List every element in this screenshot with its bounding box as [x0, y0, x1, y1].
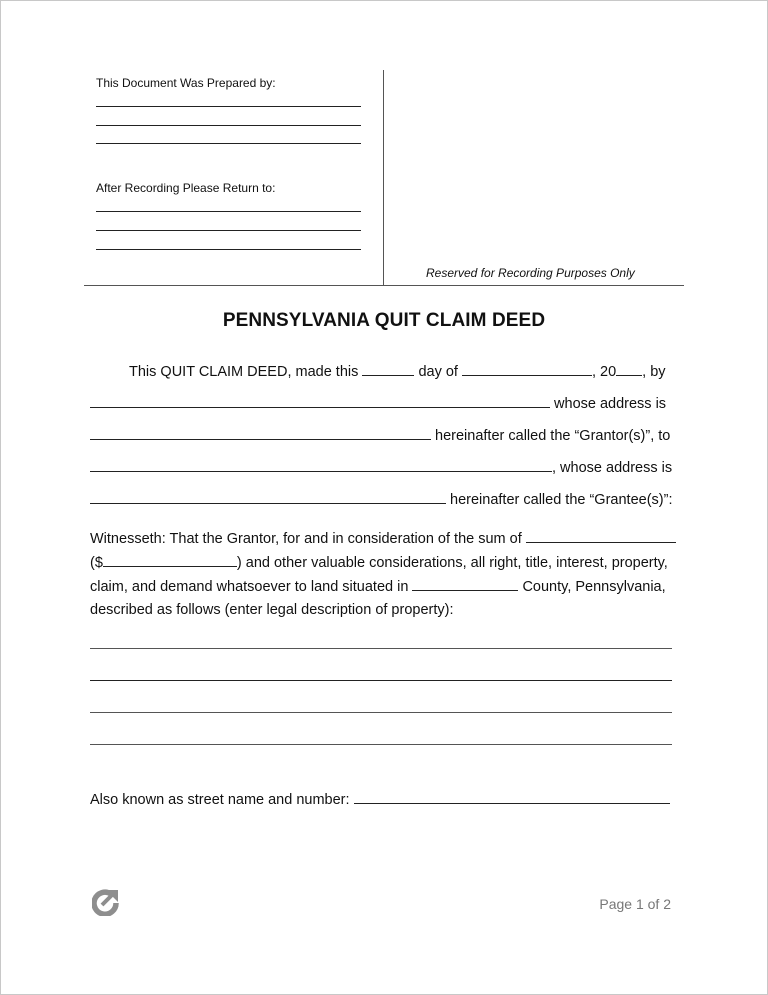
prepared-by-label: This Document Was Prepared by:: [96, 76, 276, 90]
witness-text-3b: County, Pennsylvania,: [522, 579, 666, 595]
recording-divider-horizontal: [84, 285, 684, 286]
day-blank[interactable]: [362, 362, 414, 376]
intro-text-1: This QUIT CLAIM DEED, made this: [129, 364, 359, 380]
intro-text-3: , 20: [591, 364, 617, 380]
grantor-address-label: whose address is: [554, 396, 667, 412]
witness-text-4: described as follows (enter legal description of property):: [90, 602, 454, 618]
witness-line-3: [90, 577, 672, 596]
year-blank[interactable]: [616, 362, 642, 376]
witness-text-1: Witnesseth: That the Grantor, for and in consideration of the sum of: [90, 531, 522, 547]
grantor-address-blank[interactable]: [90, 426, 431, 440]
witness-line-1: [90, 529, 672, 548]
intro-text-2: day of: [418, 364, 458, 380]
page-indicator: Page 1 of 2: [599, 896, 671, 912]
witness-line-2: [90, 553, 672, 572]
grantee-name-blank[interactable]: [90, 458, 552, 472]
county-blank[interactable]: [412, 577, 518, 591]
witness-line-4: [90, 601, 672, 619]
street-line: [90, 790, 672, 809]
document-title: PENNSYLVANIA QUIT CLAIM DEED: [222, 310, 546, 331]
grantor-called-label: hereinafter called the “Grantor(s)”, to: [435, 428, 671, 444]
grantor-name-line: [90, 394, 672, 413]
grantee-address-line: [90, 490, 672, 509]
legal-description-line-4[interactable]: [90, 744, 672, 745]
prepared-by-line-1[interactable]: [96, 106, 361, 107]
grantor-name-blank[interactable]: [90, 394, 550, 408]
grantee-address-label: , whose address is: [552, 460, 673, 476]
legal-description-line-2[interactable]: [90, 680, 672, 681]
intro-text-4: , by: [642, 364, 666, 380]
return-to-label: After Recording Please Return to:: [96, 181, 276, 195]
prepared-by-line-2[interactable]: [96, 125, 361, 126]
consideration-words-blank[interactable]: [526, 529, 676, 543]
recording-divider-vertical: [383, 70, 384, 285]
reserved-label: Reserved for Recording Purposes Only: [426, 266, 635, 280]
month-blank[interactable]: [462, 362, 592, 376]
legal-description-line-1[interactable]: [90, 648, 672, 649]
grantee-address-blank[interactable]: [90, 490, 446, 504]
grantor-address-line: [90, 426, 672, 445]
return-to-line-1[interactable]: [96, 211, 361, 212]
street-label: Also known as street name and number:: [90, 792, 350, 808]
return-to-line-2[interactable]: [96, 230, 361, 231]
consideration-amount-blank[interactable]: [103, 553, 237, 567]
arrow-logo-icon: [92, 888, 120, 916]
legal-description-line-3[interactable]: [90, 712, 672, 713]
grantee-called-label: hereinafter called the “Grantee(s)”:: [450, 492, 673, 508]
return-to-line-3[interactable]: [96, 249, 361, 250]
prepared-by-line-3[interactable]: [96, 143, 361, 144]
street-blank[interactable]: [354, 790, 670, 804]
witness-text-2b: ) and other valuable considerations, all right, title, interest, property,: [236, 555, 668, 571]
intro-line: [129, 362, 672, 381]
witness-text-2a: ($: [90, 555, 103, 571]
grantee-name-line: [90, 458, 672, 477]
witness-text-3a: claim, and demand whatsoever to land situated in: [90, 579, 409, 595]
